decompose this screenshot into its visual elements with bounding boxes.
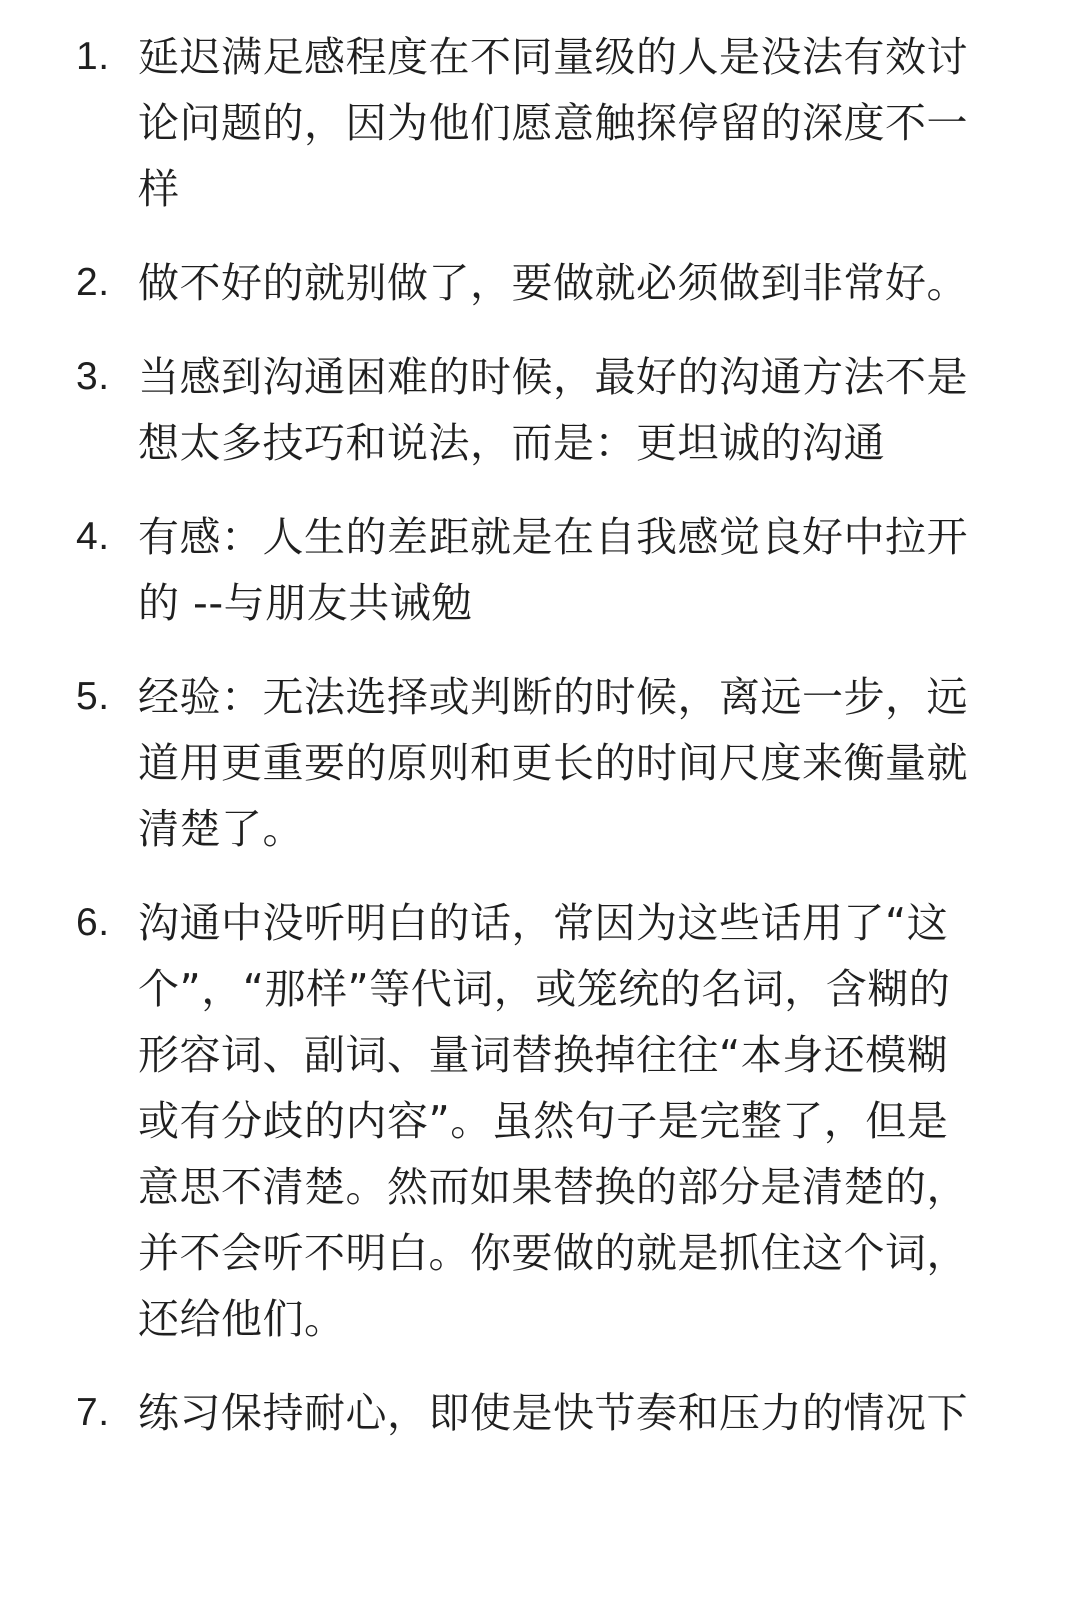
item-number: 5. [76, 675, 110, 718]
item-text: 延迟满足感程度在不同量级的人是没法有效讨论问题的，因为他们愿意触探停留的深度不一样 [138, 33, 968, 213]
list-item [0, 250, 1068, 316]
list-item [0, 24, 1068, 222]
item-text: 练习保持耐心，即使是快节奏和压力的情况下 [138, 1389, 968, 1437]
item-number: 7. [76, 1391, 110, 1434]
list-item [0, 1380, 1068, 1446]
item-text: 做不好的就别做了，要做就必须做到非常好。 [138, 259, 968, 307]
item-number: 4. [76, 515, 110, 558]
item-text: 沟通中没听明白的话，常因为这些话用了“这个”，“那样”等代词，或笼统的名词，含糊的形容词、副词、量词替换掉往往“本身还模糊或有分歧的内容”。虽然句子是完整了，但是意思不清楚。然而如果替换的部分是清楚的，并不会听不明白。你要做的就是抓住这个词，还给他们。 [138, 899, 968, 1343]
item-number: 6. [76, 901, 110, 944]
numbered-list [0, 24, 1068, 1446]
list-item [0, 664, 1068, 862]
item-number: 1. [76, 35, 110, 78]
item-text: 经验：无法选择或判断的时候，离远一步，远道用更重要的原则和更长的时间尺度来衡量就清楚了。 [138, 673, 968, 853]
list-item [0, 890, 1068, 1352]
list-item [0, 504, 1068, 636]
item-number: 2. [76, 261, 110, 304]
list-item [0, 344, 1068, 476]
item-text: 当感到沟通困难的时候，最好的沟通方法不是想太多技巧和说法，而是：更坦诚的沟通 [138, 353, 968, 467]
item-number: 3. [76, 355, 110, 398]
item-text: 有感：人生的差距就是在自我感觉良好中拉开的 --与朋友共诫勉 [138, 513, 968, 627]
